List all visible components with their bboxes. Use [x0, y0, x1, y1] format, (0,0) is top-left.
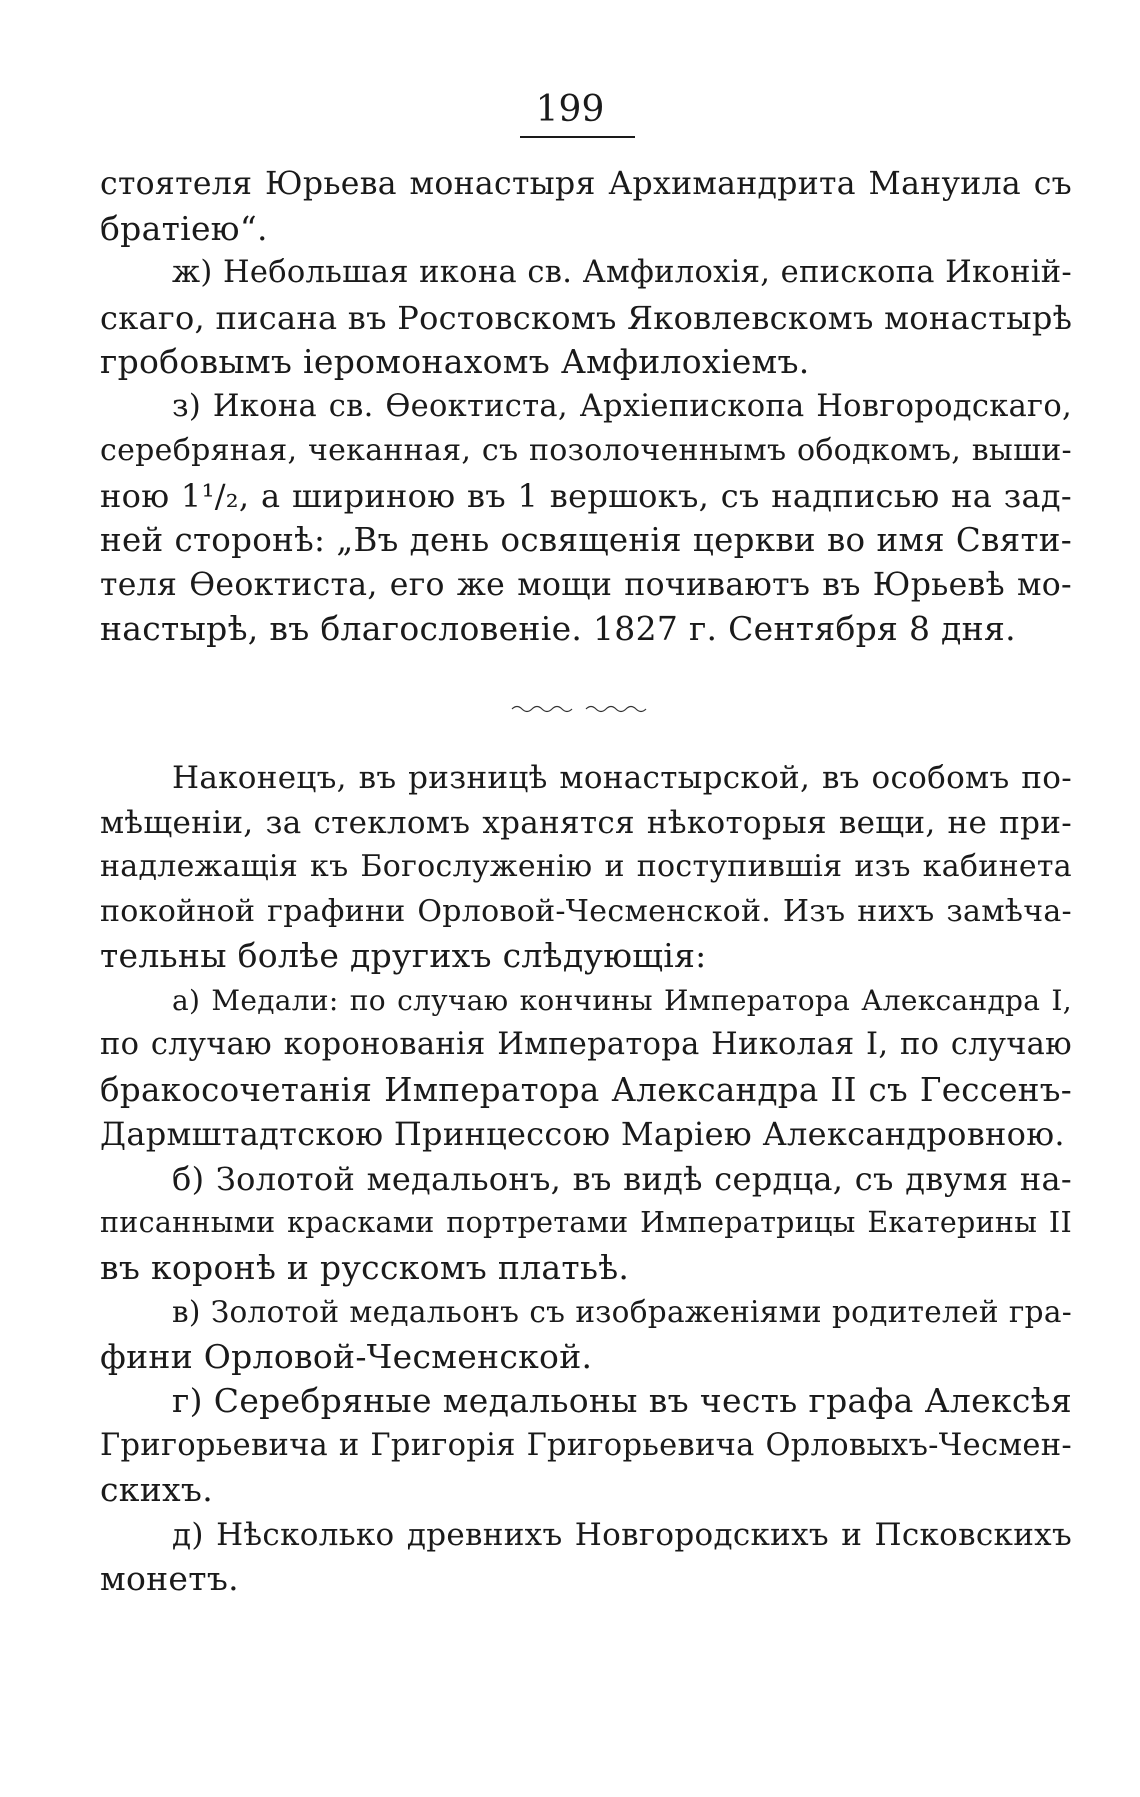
text-line: д) Нѣсколько древнихъ Новгородскихъ и Псковскихъ — [172, 1516, 1072, 1553]
text-line: Наконецъ, въ ризницѣ монастырской, въ особомъ по- — [172, 760, 1072, 796]
page-number: 199 — [535, 89, 605, 130]
text-line: г) Серебряные медальоны въ честь графа Алексѣя — [172, 1381, 1072, 1420]
paragraph-continuation — [100, 162, 1072, 251]
text-line: гробовымъ iеромонахомъ Амфилохiемъ. — [100, 342, 810, 381]
text-line: монетъ. — [100, 1559, 239, 1598]
paragraph-intro — [100, 756, 1072, 979]
page-number-rule — [520, 136, 635, 138]
paragraph-item-g — [100, 1379, 1072, 1513]
text-line: въ коронѣ и русскомъ платьѣ. — [100, 1247, 630, 1287]
text-line: покойной графини Орловой-Чесменской. Изъ нихъ замѣча- — [100, 893, 1072, 929]
text-block-upper — [100, 162, 1072, 652]
text-line: ней сторонѣ: „Въ день освященiя церкви во имя Святи- — [100, 521, 1072, 559]
paragraph-item-zh — [100, 251, 1072, 385]
text-line: скаго, писана въ Ростовскомъ Яковлевскомъ монастырѣ — [100, 298, 1073, 337]
text-line: Григорьевича и Григорiя Григорьевича Орловыхъ-Чесмен- — [100, 1427, 1072, 1463]
text-line: писанными красками портретами Императрицы Екатерины II — [100, 1206, 1072, 1239]
text-line: ж) Небольшая икона св. Амфилохiя, епископа Иконiй- — [172, 255, 1072, 290]
text-line: мѣщенiи, за стекломъ хранятся нѣкоторыя вещи, не при- — [100, 804, 1072, 841]
text-line: серебряная, чеканная, съ позолоченнымъ ободкомъ, выши- — [100, 433, 1072, 468]
section-divider-ornament — [510, 700, 650, 716]
text-line: по случаю коронованiя Императора Николая I, по случаю — [100, 1027, 1072, 1062]
text-line: бракосочетанiя Императора Александра II съ Гессенъ- — [100, 1070, 1072, 1109]
text-line: надлежащiя къ Богослуженiю и поступившiя изъ кабинета — [100, 849, 1072, 884]
text-line: стоятеля Юрьева монастыря Архимандрита Мануила съ — [100, 166, 1072, 202]
paragraph-item-z — [100, 385, 1072, 652]
text-line: братiею“. — [100, 208, 268, 248]
paragraph-item-d — [100, 1513, 1072, 1602]
text-line: з) Икона св. Ѳеоктиста, Архiепископа Новгородскаго, — [172, 388, 1072, 424]
text-line: а) Медали: по случаю кончины Императора Александра I, — [172, 983, 1072, 1017]
paragraph-item-v — [100, 1290, 1072, 1379]
text-block-lower — [100, 756, 1072, 1602]
text-line: ною 1¹/₂, а шириною въ 1 вершокъ, съ надписью на зад- — [100, 476, 1072, 515]
text-line: скихъ. — [100, 1470, 213, 1509]
text-line: тельны болѣе другихъ слѣдующiя: — [100, 936, 707, 975]
text-line: Дармштадтскою Принцессою Марiею Александровною. — [100, 1115, 1065, 1153]
text-line: фини Орловой-Чесменской. — [100, 1336, 593, 1376]
paragraph-item-b — [100, 1157, 1072, 1291]
text-line: в) Золотой медальонъ съ изображенiями родителей гра- — [172, 1295, 1072, 1329]
text-line: настырѣ, въ благословенiе. 1827 г. Сентября 8 дня. — [100, 609, 1016, 648]
paragraph-item-a — [100, 979, 1072, 1157]
text-line: теля Ѳеоктиста, его же мощи почиваютъ въ Юрьевѣ мо- — [100, 566, 1072, 603]
text-line: б) Золотой медальонъ, въ видѣ сердца, съ двумя на- — [172, 1159, 1072, 1198]
